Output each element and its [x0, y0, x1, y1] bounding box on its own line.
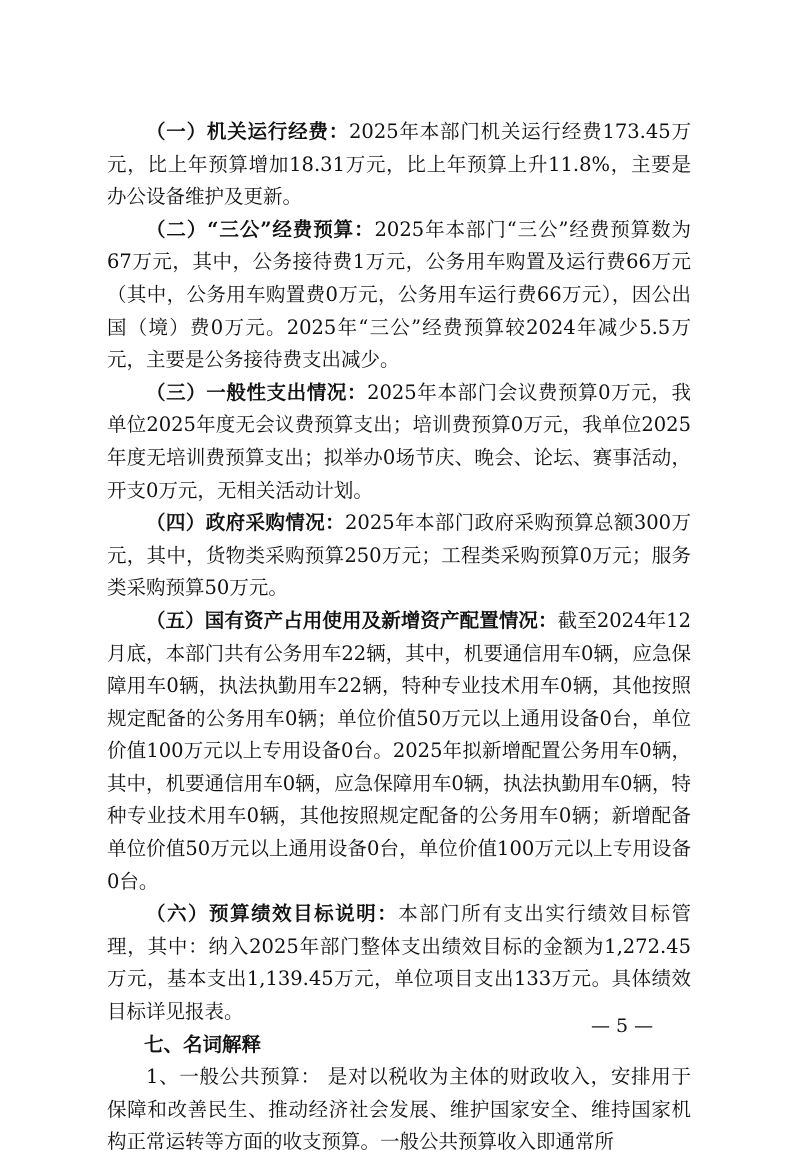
section-4-text: 2025年本部门政府采购预算总额300万元，其中，货物类采购预算250万元；工程类采购预算0万元；服务类采购预算50万元。	[107, 511, 691, 600]
section-6-label: （六）预算绩效目标说明：	[146, 902, 399, 926]
section-2	[107, 214, 691, 377]
document-body	[107, 116, 691, 1159]
section-1-text: 2025年本部门机关运行经费173.45万元，比上年预算增加18.31万元，比上年预算上升11.8%，主要是办公设备维护及更新。	[107, 120, 691, 209]
page-number: — 5 —	[591, 1015, 654, 1037]
section-5-text: 截至2024年12月底，本部门共有公务用车22辆，其中，机要通信用车0辆，应急保障用车0辆，执法执勤用车22辆，特种专业技术用车0辆，其他按照规定配备的公务用车0辆；单位价值50万元以上通用设备0台，单位价值100万元以上专用设备0台。2025年拟新增配置公务用车0辆，其中，机要通信用车0辆，应急保障用车0辆，执法执勤用车0辆，特种专业技术用车0辆，其他按照规定配备的公务用车0辆；新增配备单位价值50万元以上通用设备0台，单位价值100万元以上专用设备0台。	[107, 608, 691, 893]
definition-paragraph: 1、一般公共预算： 是对以税收为主体的财政收入，安排用于保障和改善民生、推动经济社会发展、维护国家安全、维持国家机构正常运转等方面的收支预算。一般公共预算收入即通常所	[107, 1065, 691, 1154]
section-2-text: 2025年本部门“三公”经费预算数为67万元，其中，公务接待费1万元，公务用车购置及运行费66万元（其中，公务用车购置费0万元，公务用车运行费66万元），因公出国（境）费0万元。2025年“三公”经费预算较2024年减少5.5万元，主要是公务接待费支出减少。	[107, 217, 691, 372]
section-5	[107, 605, 691, 898]
section-2-label: （二）“三公”经费预算：	[146, 217, 375, 241]
section-4	[107, 507, 691, 605]
section-1-label: （一）机关运行经费：	[146, 120, 350, 143]
section-4-label: （四）政府采购情况：	[146, 511, 346, 535]
section-3	[107, 377, 691, 507]
section-3-text: 2025年本部门会议费预算0万元，我单位2025年度无会议费预算支出；培训费预算0万元，我单位2025年度无培训费预算支出；拟举办0场节庆、晚会、论坛、赛事活动，开支0万元，无相关活动计划。	[107, 380, 691, 502]
section-1	[107, 116, 691, 214]
section-6	[107, 898, 691, 1028]
section-3-label: （三）一般性支出情况：	[146, 380, 368, 404]
section-5-label: （五）国有资产占用使用及新增资产配置情况：	[146, 608, 558, 632]
section-6-text: 本部门所有支出实行绩效目标管理，其中：纳入2025年部门整体支出绩效目标的金额为1,272.45万元，基本支出1,139.45万元，单位项目支出133万元。具体绩效目标详见报表。	[107, 902, 691, 1024]
section-heading: 七、名词解释	[144, 1032, 262, 1056]
